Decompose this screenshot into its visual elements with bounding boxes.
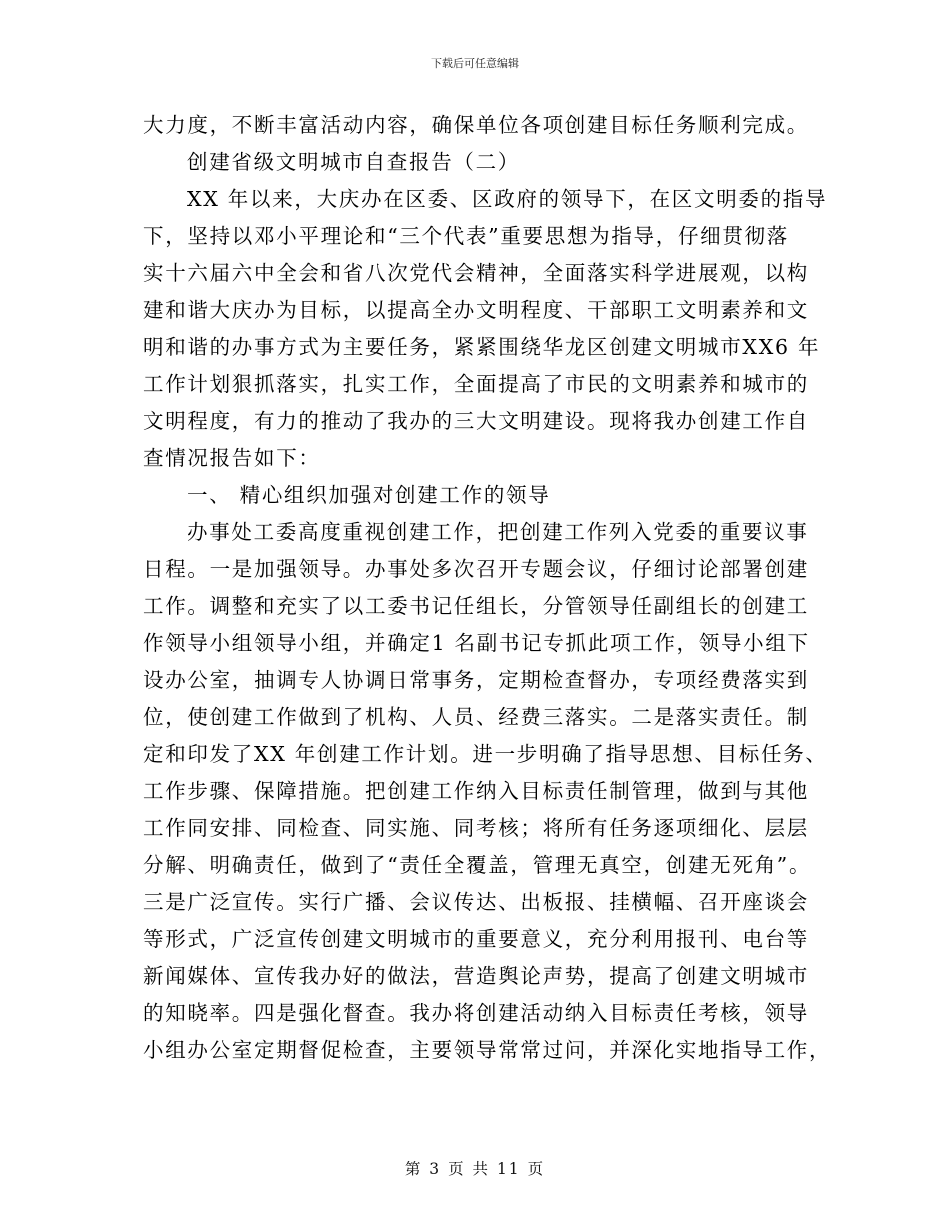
body-line: 工作计划狠抓落实，扎实工作，全面提高了市民的文明素养和城市的: [143, 372, 809, 396]
page-number: 第 3 页 共 11 页: [404, 1160, 546, 1178]
body-line: 日程。一是加强领导。办事处多次召开专题会议，仔细讨论部署创建: [143, 557, 809, 581]
subsection-heading: 一、 精心组织加强对创建工作的领导: [187, 483, 551, 507]
body-line: 办事处工委高度重视创建工作，把创建工作列入党委的重要议事: [187, 520, 809, 544]
body-line: 文明程度，有力的推动了我办的三大文明建设。现将我办创建工作自: [143, 409, 809, 433]
body-line: 查情况报告如下：: [143, 446, 321, 470]
body-line: 分解、明确责任，做到了“责任全覆盖，管理无真空，创建无死角”。: [143, 853, 812, 877]
body-line: 设办公室，抽调专人协调日常事务，定期检查督办，专项经费落实到: [143, 668, 809, 692]
body-line: 位，使创建工作做到了机构、人员、经费三落实。二是落实责任。制: [143, 705, 809, 729]
body-line: 工作步骤、保障措施。把创建工作纳入目标责任制管理，做到与其他: [143, 779, 809, 803]
body-line: 下，坚持以邓小平理论和“三个代表”重要思想为指导，仔细贯彻落: [143, 224, 789, 248]
body-line: 作领导小组领导小组，并确定1 名副书记专抓此项工作，领导小组下: [143, 631, 810, 655]
body-line: 小组办公室定期督促检查，主要领导常常过问，并深化实地指导工作，: [143, 1038, 832, 1062]
body-line: 等形式，广泛宣传创建文明城市的重要意义，充分利用报刊、电台等: [143, 927, 809, 951]
body-line: 定和印发了XX 年创建工作计划。进一步明确了指导思想、目标任务、: [143, 742, 828, 766]
body-line: 大力度，不断丰富活动内容，确保单位各项创建目标任务顺利完成。: [143, 113, 809, 137]
body-line: 工作。调整和充实了以工委书记任组长，分管领导任副组长的创建工: [143, 594, 809, 618]
body-line: XX 年以来，大庆办在区委、区政府的领导下，在区文明委的指导: [187, 187, 828, 211]
section-title: 创建省级文明城市自查报告（二）: [187, 150, 520, 174]
body-line: 建和谐大庆办为目标，以提高全办文明程度、干部职工文明素养和文: [143, 298, 809, 322]
document-body: [143, 107, 832, 1069]
body-line: 工作同安排、同检查、同实施、同考核；将所有任务逐项细化、层层: [143, 816, 809, 840]
page-header-note: 下载后可任意编辑: [431, 57, 519, 70]
body-line: 实十六届六中全会和省八次党代会精神，全面落实科学进展观，以构: [143, 261, 809, 285]
body-line: 明和谐的办事方式为主要任务，紧紧围绕华龙区创建文明城市XX6 年: [143, 335, 821, 359]
body-line: 的知晓率。四是强化督查。我办将创建活动纳入目标责任考核，领导: [143, 1001, 809, 1025]
body-line: 新闻媒体、宣传我办好的做法，营造舆论声势，提高了创建文明城市: [143, 964, 809, 988]
body-line: 三是广泛宣传。实行广播、会议传达、出板报、挂横幅、召开座谈会: [143, 890, 809, 914]
